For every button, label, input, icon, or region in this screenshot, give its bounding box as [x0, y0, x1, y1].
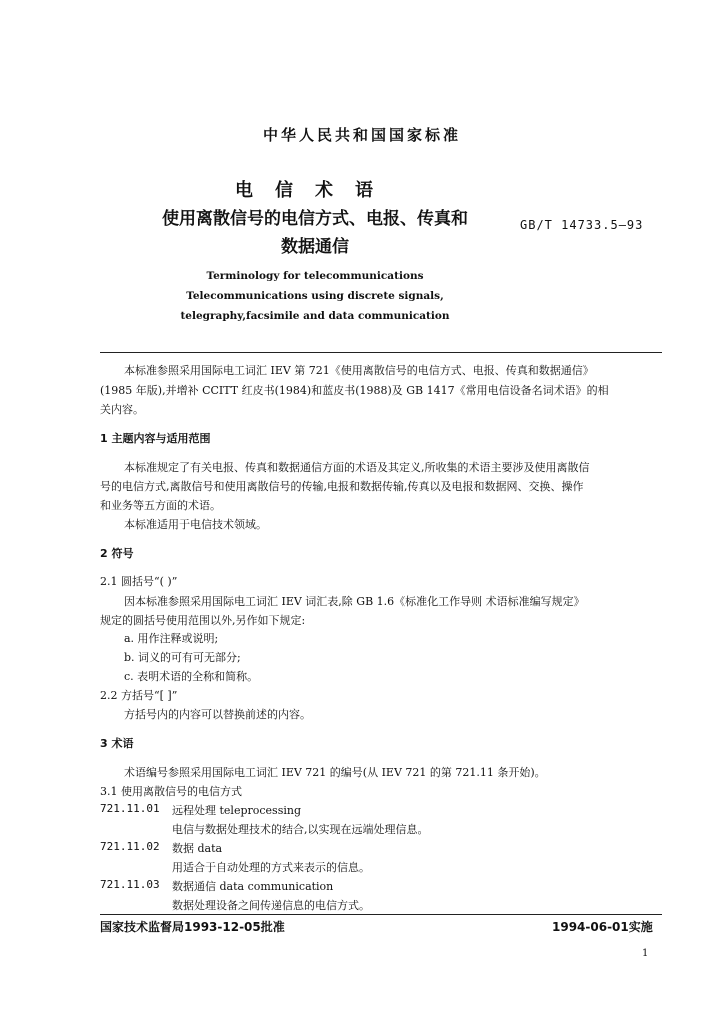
- title-line-1: 电信术语: [235, 180, 395, 201]
- section-3-heading: 3 术语: [100, 737, 134, 750]
- term-definition: 用适合于自动处理的方式来表示的信息。: [172, 861, 370, 874]
- footer-divider: [100, 914, 662, 915]
- term-name: 数据 data: [172, 842, 223, 855]
- term-definition: 电信与数据处理技术的结合,以实现在远端处理信息。: [172, 823, 429, 836]
- approval-date: 国家技术监督局1993-12-05批准: [100, 920, 285, 934]
- section-1-para-line-2: 号的电信方式,离散信号和使用离散信号的传输,电报和数据传输,传真以及电报和数据网、交换、操作: [100, 480, 584, 493]
- section-3-1-heading: 3.1 使用离散信号的电信方式: [100, 785, 242, 798]
- page-number: 1: [642, 948, 649, 959]
- section-2-heading: 2 符号: [100, 547, 134, 560]
- section-1-heading: 1 主题内容与适用范围: [100, 432, 211, 445]
- intro-line-1: 本标准参照采用国际电工词汇 IEV 第 721《使用离散信号的电信方式、电报、传真和数据通信》: [124, 364, 594, 377]
- section-3-para: 术语编号参照采用国际电工词汇 IEV 721 的编号(从 IEV 721 的第 721.11 条开始)。: [124, 766, 546, 779]
- top-divider: [100, 352, 662, 353]
- section-2-1-para-line-1: 因本标准参照采用国际电工词汇 IEV 词汇表,除 GB 1.6《标准化工作导则 术语标准编写规定》: [124, 595, 585, 608]
- intro-line-3: 关内容。: [100, 403, 144, 416]
- english-title-line-1: Terminology for telecommunications: [206, 270, 424, 282]
- intro-line-2: (1985 年版),并增补 CCITT 红皮书(1984)和蓝皮书(1988)及 GB 1417《常用电信设备名词术语》的相: [100, 384, 609, 397]
- english-title-line-3: telegraphy,facsimile and data communication: [180, 310, 450, 322]
- list-item-b: b. 词义的可有可无部分;: [124, 651, 241, 664]
- section-2-1-para-line-2: 规定的圆括号使用范围以外,另作如下规定:: [100, 614, 306, 627]
- implementation-date: 1994-06-01实施: [552, 920, 653, 934]
- section-1-para-line-3: 和业务等五方面的术语。: [100, 499, 221, 512]
- term-number: 721.11.02: [100, 840, 160, 853]
- section-2-2-para: 方括号内的内容可以替换前述的内容。: [124, 708, 311, 721]
- standard-number: GB/T 14733.5—93: [520, 218, 644, 232]
- term-number: 721.11.03: [100, 878, 160, 891]
- title-line-3: 数据通信: [281, 237, 349, 257]
- section-2-2-heading: 2.2 方括号“[ ]”: [100, 689, 178, 702]
- list-item-a: a. 用作注释或说明;: [124, 632, 219, 645]
- section-1-scope: 本标准适用于电信技术领域。: [124, 518, 267, 531]
- list-item-c: c. 表明术语的全称和简称。: [124, 670, 259, 683]
- term-number: 721.11.01: [100, 802, 160, 815]
- section-2-1-heading: 2.1 圆括号“( )”: [100, 575, 178, 588]
- section-1-para-line-1: 本标准规定了有关电报、传真和数据通信方面的术语及其定义,所收集的术语主要涉及使用离散信: [124, 461, 590, 474]
- term-definition: 数据处理设备之间传递信息的电信方式。: [172, 899, 370, 912]
- term-name: 数据通信 data communication: [172, 880, 334, 893]
- english-title-line-2: Telecommunications using discrete signals,: [186, 290, 444, 302]
- term-name: 远程处理 teleprocessing: [172, 804, 301, 817]
- document-header: 中华人民共和国国家标准: [262, 126, 461, 144]
- title-line-2: 使用离散信号的电信方式、电报、传真和: [162, 209, 468, 229]
